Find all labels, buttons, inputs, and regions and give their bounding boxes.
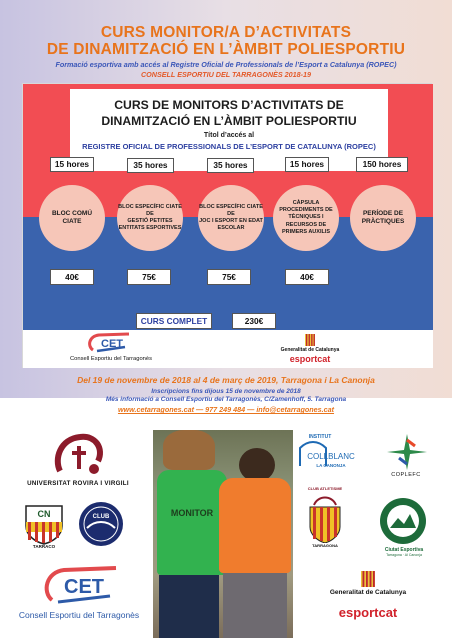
generalitat-big-text: Generalitat de Catalunya [329,589,407,596]
svg-text:CET: CET [101,338,123,350]
ciutat-esportiva-sub: Tarragona · Al Canonja [386,553,422,557]
hours-box: 35 hores [127,158,174,173]
hours-box: 15 hores [285,157,329,172]
esportcat-text: esportcat [289,354,331,364]
poster-subtitle: Formació esportiva amb accés al Registre Oficial de Professionals de l’Esport a Catalunya (ROPEC) [55,60,397,69]
block-circle-label: BLOC ESPECÍFIC CIATE DE GESTIÓ PETITES ENTITATS ESPORTIVES [118,203,182,232]
block-circle [273,185,339,251]
block-circle-label: PERÍODE DE PRÀCTIQUES [361,209,405,225]
club-atletisme-logo-icon [308,493,342,543]
svg-text:CN: CN [37,509,51,519]
photo-children-monitors [153,430,293,638]
block-circle [350,185,416,251]
poster-organizer: CONSELL ESPORTIU DEL TARRAGONÈS 2018-19 [140,70,311,79]
club-atletisme-text: CLUB ATLETISME [307,486,343,491]
tarragona-text: TARRAGONA [312,543,338,548]
full-course-label: CURS COMPLET [136,313,212,329]
club-logo-label: CLUB [92,514,110,520]
cet-logo-icon [85,332,133,354]
tarraco-text: TARRACO [32,544,56,549]
block-circle-label: BLOC ESPECÍFIC CIATE DE JOC I ESPORT EN EDAT ESCOLAR [199,203,263,232]
dark-shorts [159,575,219,638]
orange-shirt [219,478,291,573]
institut-text: INSTITUT [308,434,332,440]
poster-title-line2: DE DINAMITZACIÓ EN L’ÀMBIT POLIESPORTIU [46,41,406,58]
urv-text: UNIVERSITAT ROVIRA I VIRGILI [27,480,129,487]
panel-logos [23,330,433,368]
block-circle [117,185,183,251]
esportcat-big-text: esportcat [338,605,398,620]
collblanc-text: COLLBLANC [307,452,355,461]
hours-box: 150 hores [356,157,408,172]
course-panel [22,83,432,368]
price-box: 75€ [127,269,171,285]
hours-box: 15 hores [50,157,94,172]
price-box: 75€ [207,269,251,285]
green-shirt [157,470,227,575]
access-title-label: Títol d’accés al [203,132,255,139]
block-circle [39,185,105,251]
consell-text: Consell Esportiu del Tarragonès [18,610,140,620]
more-info: Més informació a Consell Esportiu del Tarragonès, C/Zamenhoff, 5. Tarragona [105,396,347,403]
coplefc-text: COPLEFC [391,472,421,478]
full-course-price: 230€ [232,313,276,329]
block-circle [198,185,264,251]
price-box: 40€ [50,269,94,285]
ciutat-esportiva-text: Ciutat Esportiva [384,547,424,553]
boy-hair [239,448,275,482]
price-box: 40€ [285,269,329,285]
club-tarraco-logo-icon [77,500,125,548]
coplefc-logo-icon [385,432,429,472]
cet-logo-text: Consell Esportiu del Tarragonès [69,356,153,362]
poster-title-line1: CURS MONITOR/A D’ACTIVITATS [100,24,352,41]
block-circle-label: CÀPSULA PROCEDIMENTS DE TÈCNIQUES I RECURSOS DE PRIMERS AUXILIS [279,200,333,235]
girl-hair [163,430,215,470]
golf-costa-daurada-logo-icon [378,496,428,546]
contact-line: www.cetarragones.cat — 977 249 484 — info@cetarragones.cat [117,405,335,414]
course-title-line2: DINAMITZACIÓ EN L’ÀMBIT POLIESPORTIU [101,114,357,128]
inscription-deadline: Inscripcions fins dijous 15 de novembre de 2018 [151,388,301,395]
cn-tarraco-logo-icon [22,502,66,546]
generalitat-text: Generalitat de Catalunya [280,347,340,353]
lacanonja-text: LA CANONJA [316,463,346,468]
hours-box: 35 hores [207,158,254,173]
course-title-line1: CURS DE MONITORS D’ACTIVITATS DE [114,98,344,112]
cet-big-logo-icon [40,566,120,606]
generalitat-icon [305,334,315,346]
registry-name: REGISTRE OFICIAL DE PROFESSIONALS DE L’ESPORT DE CATALUNYA (ROPEC) [82,142,376,151]
grey-shorts [223,573,287,638]
urv-logo-icon [50,431,108,477]
block-circle-label: BLOC COMÚ CIATE [51,209,93,225]
monitor-shirt-text: MONITOR [170,508,214,518]
course-dates: Del 19 de novembre de 2018 al 4 de març de 2019, Tarragona i La Canonja [77,375,375,385]
generalitat-big-icon [361,571,375,587]
svg-text:CET: CET [64,576,104,598]
